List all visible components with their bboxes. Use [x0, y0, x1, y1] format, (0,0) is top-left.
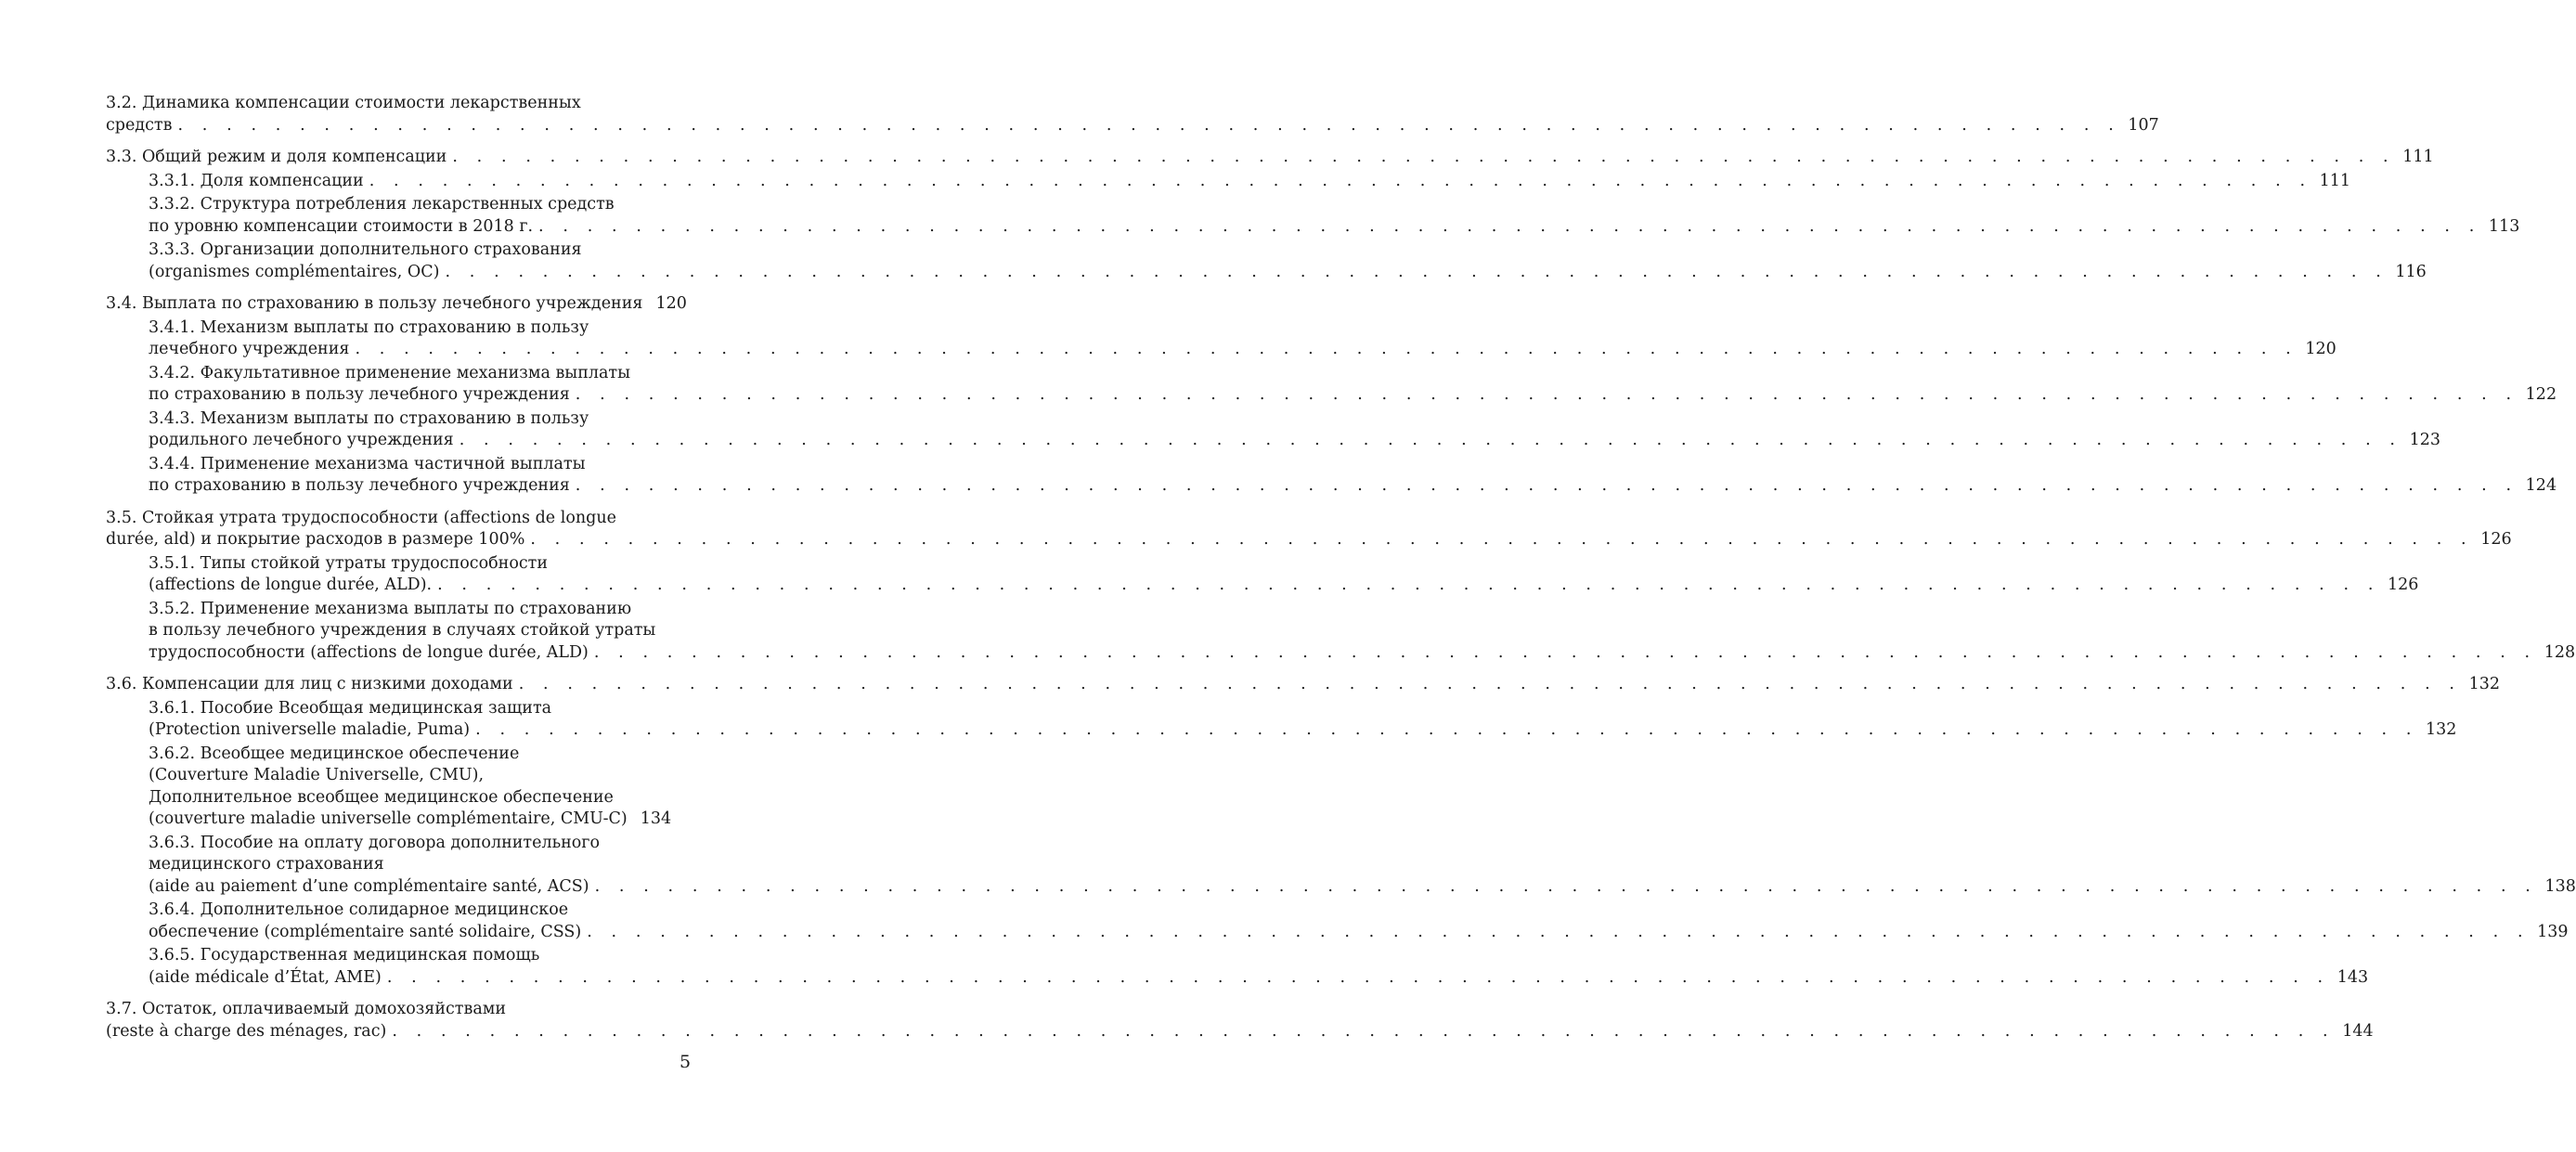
toc-page-number: 126: [2387, 576, 2419, 594]
toc-page-number: 128: [2544, 642, 2576, 662]
dot-leader: . . . . . . . . . . . . . . . . . . . . . . . . . . . . . . . . . . . . . . . . . . . . . . . . . . . . . . . . . . . . . . . . . . . . . . . . . . . . . . . .: [177, 115, 2121, 135]
toc-page-number: 143: [2337, 967, 2369, 987]
toc-entry-title-line: 3.7. Остаток, оплачиваемый домохозяйствами: [106, 1000, 507, 1018]
toc-entry-title-line: в пользу лечебного учреждения в случаях стойкой утраты: [149, 621, 656, 640]
toc-entry-title-line: 3.4. Выплата по страхованию в пользу лечебного учреждения: [106, 294, 643, 313]
dot-leader: . . . . . . . . . . . . . . . . . . . . . . . . . . . . . . . . . . . . . . . . . . . . . . . . . . . . . . . . . . . . . . . . . . . . . . . . . . . . . . . .: [575, 385, 2518, 404]
toc-entry-title-line: 3.6.5. Государственная медицинская помощь: [149, 946, 540, 964]
dot-leader: . . . . . . . . . . . . . . . . . . . . . . . . . . . . . . . . . . . . . . . . . . . . . . . . . . . . . . . . . . . . . . . . . . . . . . . . . . . . . . . .: [355, 340, 2298, 358]
page-number: 5: [680, 1052, 692, 1072]
toc-entry-title-line: 3.3.1. Доля компенсации: [149, 171, 364, 190]
dot-leader: . . . . . . . . . . . . . . . . . . . . . . . . . . . . . . . . . . . . . . . . . . . . . . . . . . . . . . . . . . . . . . . . . . . . . . . . . . . . . . . .: [518, 675, 2462, 693]
toc-entry-title-line: средств: [106, 115, 173, 135]
dot-leader: . . . . . . . . . . . . . . . . . . . . . . . . . . . . . . . . . . . . . . . . . . . . . . . . . . . . . . . . . . . . . . . . . . . . . . . . . . . . . . . .: [587, 922, 2531, 941]
toc-entry-title-line: (organismes complémentaires, OC): [149, 262, 440, 281]
toc-entry-title-line: (Protection universelle maladie, Puma): [149, 720, 471, 739]
dot-leader: . . . . . . . . . . . . . . . . . . . . . . . . . . . . . . . . . . . . . . . . . . . . . . . . . . . . . . . . . . . . . . . . . . . . . . . . . . . . . . . .: [369, 171, 2312, 190]
toc-entry-title-line: (aide médicale d’État, AME): [149, 967, 382, 987]
toc-page-number: 122: [2525, 385, 2557, 404]
toc-subsection[interactable]: [106, 698, 2457, 742]
toc-page-number: 111: [2319, 171, 2351, 190]
dot-leader: . . . . . . . . . . . . . . . . . . . . . . . . . . . . . . . . . . . . . . . . . . . . . . . . . . . . . . . . . . . . . . . . . . . . . . . . . . . . . . . .: [437, 576, 2380, 594]
toc-page-number: 124: [2525, 476, 2557, 495]
toc-subsection[interactable]: [106, 945, 2369, 989]
toc-page-number: 134: [640, 809, 672, 828]
toc-page-number: 139: [2537, 922, 2569, 941]
toc-entry-title-line: 3.3. Общий режим и доля компенсации: [106, 148, 447, 166]
dot-leader: . . . . . . . . . . . . . . . . . . . . . . . . . . . . . . . . . . . . . . . . . . . . . . . . . . . . . . . . . . . . . . . . . . . . . . . . . . . . . . . .: [459, 431, 2402, 449]
toc-subsection[interactable]: [106, 454, 2557, 498]
toc-subsection[interactable]: [106, 171, 2351, 193]
toc-entry-title-line: лечебного учреждения: [149, 340, 350, 358]
dot-leader: . . . . . . . . . . . . . . . . . . . . . . . . . . . . . . . . . . . . . . . . . . . . . . . . . . . . . . . . . . . . . . . . . . . . . . . . . . . . . . . .: [530, 530, 2474, 549]
toc-subsection[interactable]: [106, 900, 2569, 943]
toc-entry-title-line: трудоспособности (affections de longue durée, ALD): [149, 642, 589, 662]
toc-subsection[interactable]: [106, 363, 2557, 407]
toc-entry-title-line: durée, ald) и покрытие расходов в размере 100%: [106, 530, 525, 549]
toc-entry-title-line: (aide au paiement d’une complémentaire santé, ACS): [149, 876, 589, 896]
toc-subsection[interactable]: [106, 553, 2419, 597]
toc-entry-title-line: родильного лечебного учреждения: [149, 431, 454, 449]
toc-page-number: 126: [2480, 530, 2512, 549]
toc-entry-title-line: 3.5.1. Типы стойкой утраты трудоспособности: [149, 553, 549, 573]
toc-entry-title-line: 3.3.3. Организации дополнительного страхования: [149, 240, 582, 259]
toc-section[interactable]: [106, 999, 2374, 1042]
toc-page-number: 116: [2395, 262, 2427, 281]
toc-entry-title-line: медицинского страхования: [149, 855, 384, 874]
toc-entry-title-line: 3.4.2. Факультативное применение механизма выплаты: [149, 363, 631, 382]
toc-entry-title-line: (reste à charge des ménages, rac): [106, 1021, 387, 1041]
toc-entry-title-line: 3.6.2. Всеобщее медицинское обеспечение: [149, 744, 520, 763]
toc-entry-title-line: 3.6. Компенсации для лиц с низкими доходами: [106, 675, 513, 693]
toc-page-number: 120: [2305, 340, 2337, 358]
dot-leader: . . . . . . . . . . . . . . . . . . . . . . . . . . . . . . . . . . . . . . . . . . . . . . . . . . . . . . . . . . . . . . . . . . . . . . . . . . . . . . . .: [452, 148, 2396, 166]
toc-entry-title-line: 3.3.2. Структура потребления лекарственных средств: [149, 195, 615, 214]
toc-entry-title-line: (Couverture Maladie Universelle, CMU),: [149, 766, 485, 784]
toc-subsection[interactable]: [106, 744, 672, 831]
toc-page-number: 132: [2468, 675, 2500, 693]
toc-page-number: 107: [2128, 115, 2159, 135]
toc-page-number: 120: [655, 294, 687, 313]
toc-entry-title-line: по страхованию в пользу лечебного учреждения: [149, 385, 570, 404]
toc-entry-title-line: 3.4.4. Применение механизма частичной выплаты: [149, 454, 586, 473]
toc-subsection[interactable]: [106, 833, 2576, 899]
toc-section[interactable]: [106, 293, 687, 316]
toc-entry-title-line: 3.4.3. Механизм выплаты по страхованию в пользу: [149, 408, 589, 428]
toc-entry-title-line: 3.6.1. Пособие Всеобщая медицинская защита: [149, 698, 552, 718]
toc-section[interactable]: [106, 93, 2159, 136]
toc-subsection[interactable]: [106, 194, 2520, 238]
toc-subsection[interactable]: [106, 408, 2440, 452]
dot-leader: . . . . . . . . . . . . . . . . . . . . . . . . . . . . . . . . . . . . . . . . . . . . . . . . . . . . . . . . . . . . . . . . . . . . . . . . . . . . . . . .: [386, 967, 2330, 987]
dot-leader: . . . . . . . . . . . . . . . . . . . . . . . . . . . . . . . . . . . . . . . . . . . . . . . . . . . . . . . . . . . . . . . . . . . . . . . . . . . . . . . .: [445, 262, 2388, 281]
toc-entry-title-line: 3.5. Стойкая утрата трудоспособности (affections de longue: [106, 508, 616, 527]
toc-section[interactable]: [106, 147, 2434, 169]
dot-leader: . . . . . . . . . . . . . . . . . . . . . . . . . . . . . . . . . . . . . . . . . . . . . . . . . . . . . . . . . . . . . . . . . . . . . . . . . . . . . . . .: [575, 476, 2518, 495]
dot-leader: . . . . . . . . . . . . . . . . . . . . . . . . . . . . . . . . . . . . . . . . . . . . . . . . . . . . . . . . . . . . . . . . . . . . . . . . . . . . . . . .: [593, 642, 2537, 662]
toc-entry-title-line: по страхованию в пользу лечебного учреждения: [149, 476, 570, 495]
toc-entry-title-line: по уровню компенсации стоимости в 2018 г.: [149, 216, 534, 236]
toc-subsection[interactable]: [106, 239, 2427, 283]
toc-section[interactable]: [106, 674, 2500, 696]
dot-leader: . . . . . . . . . . . . . . . . . . . . . . . . . . . . . . . . . . . . . . . . . . . . . . . . . . . . . . . . . . . . . . . . . . . . . . . . . . . . . . . .: [594, 876, 2538, 896]
dot-leader: . . . . . . . . . . . . . . . . . . . . . . . . . . . . . . . . . . . . . . . . . . . . . . . . . . . . . . . . . . . . . . . . . . . . . . . . . . . . . . . .: [392, 1021, 2336, 1041]
toc-entry-title-line: 3.6.4. Дополнительное солидарное медицинское: [149, 900, 569, 919]
table-of-contents: [106, 93, 2576, 1042]
toc-entry-title-line: (affections de longue durée, ALD).: [149, 576, 433, 594]
toc-entry-title-line: обеспечение (complémentaire santé solidaire, CSS): [149, 922, 582, 941]
toc-page-number: 123: [2409, 431, 2440, 449]
toc-entry-title-line: (couverture maladie universelle complémentaire, CMU-C): [149, 809, 628, 828]
dot-leader: . . . . . . . . . . . . . . . . . . . . . . . . . . . . . . . . . . . . . . . . . . . . . . . . . . . . . . . . . . . . . . . . . . . . . . . . . . . . . . . .: [538, 216, 2481, 236]
toc-page-number: 132: [2426, 720, 2457, 739]
toc-subsection[interactable]: [106, 599, 2576, 665]
toc-entry-title-line: Дополнительное всеобщее медицинское обеспечение: [149, 787, 614, 807]
dot-leader: . . . . . . . . . . . . . . . . . . . . . . . . . . . . . . . . . . . . . . . . . . . . . . . . . . . . . . . . . . . . . . . . . . . . . . . . . . . . . . . .: [475, 720, 2419, 739]
toc-entry-title-line: 3.4.1. Механизм выплаты по страхованию в пользу: [149, 317, 589, 337]
toc-page-number: 111: [2402, 148, 2434, 166]
toc-entry-title-line: 3.2. Динамика компенсации стоимости лекарственных: [106, 94, 581, 112]
toc-entry-title-line: 3.6.3. Пособие на оплату договора дополнительного: [149, 833, 601, 852]
toc-subsection[interactable]: [106, 317, 2337, 361]
toc-page-number: 138: [2544, 876, 2576, 896]
toc-page-number: 113: [2488, 216, 2520, 236]
toc-page-number: 144: [2342, 1021, 2374, 1041]
toc-section[interactable]: [106, 508, 2512, 551]
toc-entry-title-line: 3.5.2. Применение механизма выплаты по страхованию: [149, 599, 632, 618]
